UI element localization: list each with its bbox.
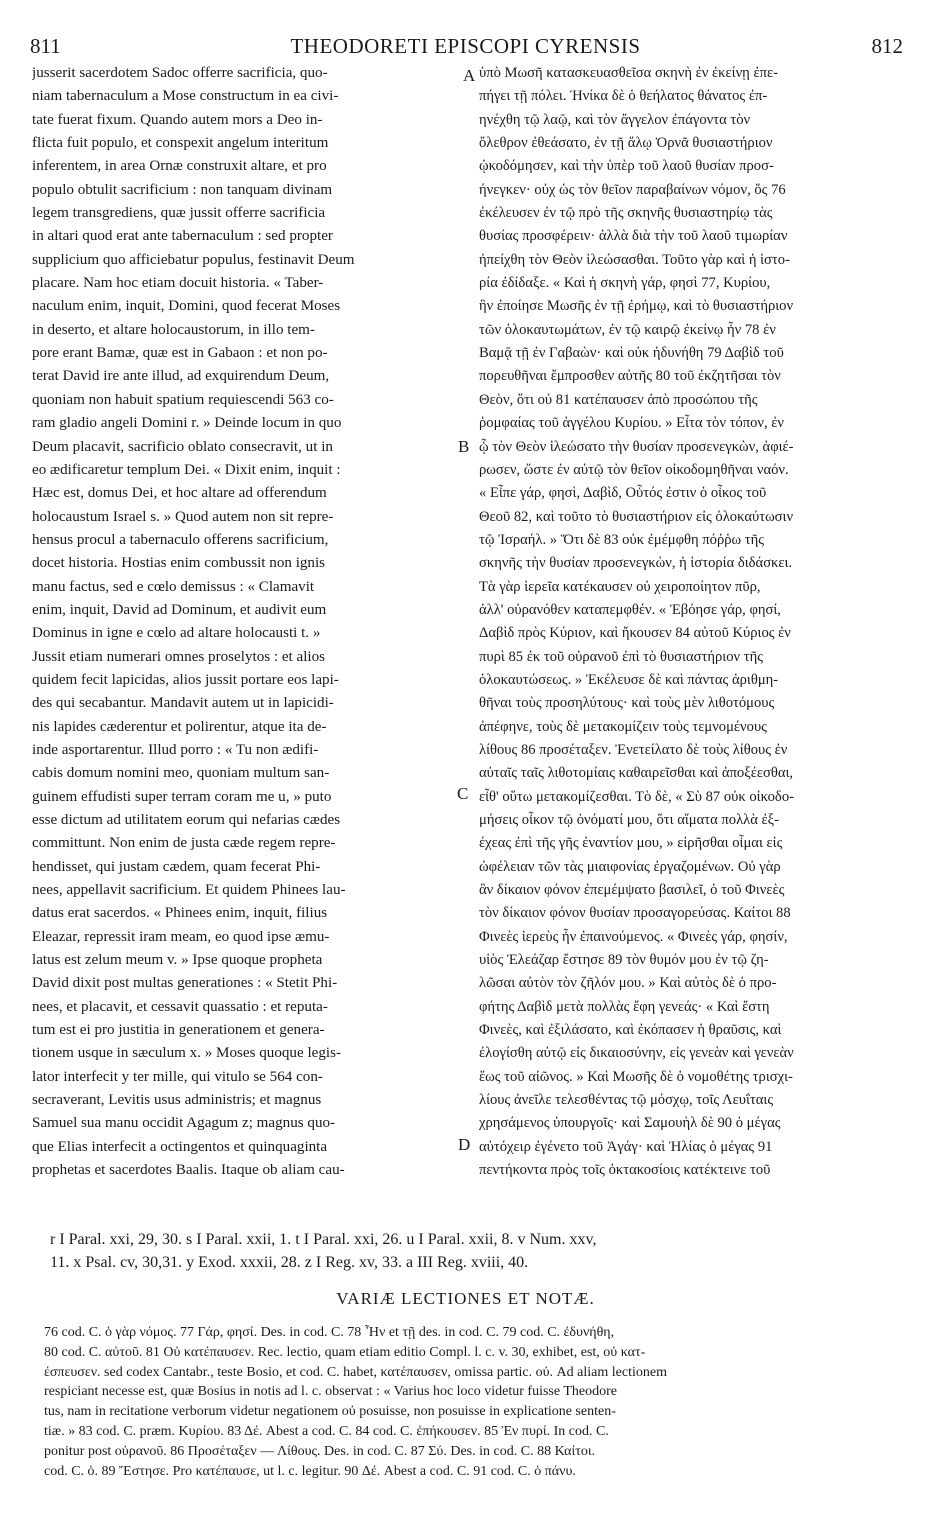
latin-text-line: terat David ire ante illud, ad exquirendum Deum, bbox=[32, 368, 330, 385]
greek-text-line: ἠπείχθη τὸν Θεὸν ἱλεώσασθαι. Τοῦτο γὰρ καὶ ἡ ἱστο- bbox=[479, 251, 790, 268]
margin-marker-b: B bbox=[458, 437, 470, 456]
greek-text-line: ἐλογίσθη αὐτῷ εἰς δικαιοσύνην, εἰς γενεὰν καὶ γενεὰν bbox=[479, 1045, 794, 1062]
latin-text-line: in altari quod erat ante tabernaculum : sed propter bbox=[32, 228, 333, 245]
greek-text-line: τὸν δίκαιον φόνον θυσίαν προσαγορεύσας. Καίτοι 88 bbox=[479, 905, 791, 922]
greek-text-line: Τὰ γὰρ ἱερεῖα κατέκαυσεν οὐ χειροποίητον πῦρ, bbox=[479, 578, 761, 595]
latin-text-line: cabis domum nomini meo, quoniam multum san- bbox=[32, 765, 330, 782]
page-number-right: 812 bbox=[871, 34, 903, 58]
latin-text-line: tum est ei pro justitia in generationem et genera- bbox=[32, 1022, 325, 1039]
latin-text-line: Hæc est, domus Dei, et hoc altare ad offerendum bbox=[32, 485, 327, 502]
greek-text-line: σκηνῆς τὴν θυσίαν προσενεγκὼν, ἡ ἱστορία διδάσκει. bbox=[479, 555, 793, 572]
latin-text-line: Jussit etiam numerari omnes proselytos : et alios bbox=[32, 648, 326, 665]
greek-text-line: λίους ἀνεῖλε τελεσθέντας τῷ μόσχῳ, τοῖς Λευΐταις bbox=[479, 1092, 774, 1109]
greek-text-line: ὄλεθρον ἐθεάσατο, ἐν τῇ ἅλῳ Ὀρνᾶ θυσιαστήριον bbox=[479, 135, 773, 152]
latin-text-line: que Elias interfecit a octingentos et quinquaginta bbox=[32, 1138, 328, 1155]
greek-text-line: ηνέχθη τῷ λαῷ, καὶ τὸν ἄγγελον ἐπάγοντα τὸν bbox=[479, 111, 751, 128]
latin-text-line: hensus procul a tabernaculo offerens sacrificium, bbox=[32, 531, 329, 548]
latin-text-line: supplicium quo afficiebatur populus, festinavit Deum bbox=[32, 251, 355, 268]
greek-text-line: ἂν δίκαιον φόνον ἐπεμέμψατο βασιλεῖ, ὁ τοῦ Φινεὲς bbox=[479, 882, 785, 899]
greek-text-line: ἀπέφηνε, τοὺς δὲ μετακομίζειν τοὺς τεμνομένους bbox=[479, 718, 767, 735]
latin-text-line: des qui secabantur. Mandavit autem ut in lapicidi- bbox=[32, 695, 334, 712]
latin-text-line: Samuel sua manu occidit Agagum z; magnus quo- bbox=[32, 1115, 336, 1132]
latin-text-line: secraverant, Levitis usus administris; et magnus bbox=[32, 1092, 322, 1109]
greek-text-line: Βαμᾷ τῇ ἐν Γαβαὼν· καὶ οὐκ ἠδυνήθη 79 Δαβὶδ τοῦ bbox=[479, 345, 784, 362]
greek-text-line: λῶσαι αὐτὸν τὸν ζῆλόν μου. » Καὶ αὐτὸς δὲ ὁ προ- bbox=[479, 975, 777, 992]
greek-text-line: πορευθῆναι ἔμπροσθεν αὐτῆς 80 τοῦ ἐκζητῆσαι τὸν bbox=[479, 368, 781, 385]
latin-text-line: tionem usque in sæculum x. » Moses quoque legis- bbox=[32, 1045, 341, 1062]
latin-text-line: lator interfecit y ter mille, qui vitulo se 564 con- bbox=[32, 1068, 323, 1085]
latin-text-line: nees, appellavit sacrificium. Et quidem Phinees lau- bbox=[32, 882, 346, 899]
running-title: THEODORETI EPISCOPI CYRENSIS bbox=[290, 34, 641, 58]
latin-text-line: placare. Nam hoc etiam docuit historia. « Taber- bbox=[32, 275, 324, 292]
greek-text-line: εἶθ' οὕτω μετακομίζεσθαι. Τὸ δὲ, « Σὺ 87 οὐκ οἰκοδο- bbox=[479, 788, 794, 805]
margin-marker-d: D bbox=[458, 1135, 471, 1154]
greek-text-line: τῷ Ἰσραήλ. » Ὅτι δὲ 83 οὐκ ἐμέμφθη πόῤῥω τῆς bbox=[479, 531, 765, 548]
note-line: tiæ. » 83 cod. C. præm. Κυρίου. 83 Δέ. Abest a cod. C. 84 cod. C. ἐπήκουσεν. 85 Ἐν πυρί. In cod. C. bbox=[44, 1423, 609, 1439]
footnote-line: 11. x Psal. cv, 30,31. y Exod. xxxii, 28. z I Reg. xv, 33. a III Reg. xviii, 40. bbox=[50, 1254, 529, 1271]
latin-text-line: committunt. Non enim de justa cæde regem repre- bbox=[32, 835, 336, 852]
greek-text-line: πεντήκοντα πρὸς τοῖς ὀκτακοσίοις κατέκτεινε τοῦ bbox=[479, 1162, 771, 1179]
greek-text-line: μήσεις οἶκον τῷ ὀνόματί μου, ὅτι αἵματα πολλὰ ἐξ- bbox=[479, 812, 780, 828]
latin-text-line: tate fuerat fixum. Quando autem mors a Deo in- bbox=[32, 111, 323, 128]
greek-text-line: ὁλοκαυτώσεως. » Ἐκέλευσε δὲ καὶ πάντας ἀριθμη- bbox=[479, 671, 779, 688]
greek-text-line: ρία ἐδίδαξε. « Καὶ ἡ σκηνὴ γάρ, φησὶ 77, Κυρίου, bbox=[479, 275, 771, 292]
greek-text-line: ἀλλ' οὐρανόθεν καταπεμφθέν. « Ἐβόησε γάρ, φησί, bbox=[479, 601, 781, 618]
greek-text-line: « Εἶπε γάρ, φησὶ, Δαβὶδ, Οὗτός ἐστιν ὁ οἶκος τοῦ bbox=[479, 485, 767, 502]
latin-text-line: pore erant Bamæ, quæ est in Gabaon : et non po- bbox=[32, 345, 328, 362]
latin-text-line: niam tabernaculum a Mose constructum in ea civi- bbox=[32, 88, 339, 105]
greek-column bbox=[479, 62, 905, 1183]
note-line: cod. C. ὁ. 89 Ἔστησε. Pro κατέπαυσε, ut l. c. legitur. 90 Δέ. Abest a cod. C. 91 cod. C. ὁ πάνυ. bbox=[44, 1463, 576, 1479]
latin-text-line: esse dictum ad utilitatem eorum qui nefarias cædes bbox=[32, 812, 341, 828]
latin-text-line: quoniam non habuit spatium requiescendi 563 co- bbox=[32, 391, 334, 408]
greek-text-line: ἐκέλευσεν ἐν τῷ πρὸ τῆς σκηνῆς θυσιαστηρίῳ τὰς bbox=[479, 205, 773, 222]
greek-text-line: ἕως τοῦ αἰῶνος. » Καὶ Μωσῆς δὲ ὁ νομοθέτης τρισχι- bbox=[479, 1068, 793, 1085]
greek-text-line: αὐτόχειρ ἐγένετο τοῦ Ἀγάγ· καὶ Ἠλίας ὁ μέγας 91 bbox=[479, 1138, 773, 1155]
greek-text-line: Φινεὲς ἱερεὺς ἦν ἐπαινούμενος. « Φινεὲς γάρ, φησίν, bbox=[479, 928, 788, 945]
note-line: 76 cod. C. ὁ γὰρ νόμος. 77 Γάρ, φησί. Des. in cod. C. 78 Ἦν et τῇ des. in cod. C. 79 cod. C. ἐδυνήθη, bbox=[44, 1325, 615, 1340]
latin-text-line: docet historia. Hostias enim combussit non ignis bbox=[32, 555, 326, 572]
greek-text-line: θυσίας προσφέρειν· ἀλλὰ διὰ τὴν τοῦ λαοῦ τιμωρίαν bbox=[479, 228, 788, 245]
greek-text-line: ήνεγκεν· οὐχ ὡς τὸν θεῖον παραβαίνων νόμον, ὅς 76 bbox=[479, 181, 786, 198]
greek-text-line: λίθους 86 προσέταξεν. Ἐνετείλατο δὲ τοὺς λίθους ἐν bbox=[479, 741, 788, 758]
note-line: 80 cod. C. αὐτοῦ. 81 Οὐ κατέπαυσεν. Rec. lectio, quam etiam editio Compl. l. c. v. 30, exhibet, est, οὐ κατ- bbox=[44, 1344, 646, 1360]
note-line: ponitur post οὐρανοῦ. 86 Προσέταξεν — Λίθους. Des. in cod. C. 87 Σύ. Des. in cod. C. 88 Καίτοι. bbox=[44, 1443, 596, 1459]
variant-readings-notes bbox=[44, 1323, 909, 1481]
greek-text-line: Φινεὲς, καὶ ἐξιλάσατο, καὶ ἐκόπασεν ἡ θραῦσις, καὶ bbox=[479, 1022, 782, 1039]
latin-text-line: ram gladio angeli Domini r. » Deinde locum in quo bbox=[32, 415, 342, 432]
latin-text-line: holocaustum Israel s. » Quod autem non sit repre- bbox=[32, 508, 334, 525]
latin-text-line: manu factus, sed e cœlo demissus : « Clamavit bbox=[32, 578, 315, 595]
greek-text-line: υἱὸς Ἐλεάζαρ ἔστησε 89 τὸν θυμόν μου ἐν τῷ ζη- bbox=[479, 952, 769, 969]
footnote-line: r I Paral. xxi, 29, 30. s I Paral. xxii, 1. t I Paral. xxi, 26. u I Paral. xxii, 8. v Num. xxv, bbox=[50, 1231, 597, 1248]
notes-heading: VARIÆ LECTIONES ET NOTÆ. bbox=[336, 1289, 595, 1308]
latin-text-line: jusserit sacerdotem Sadoc offerre sacrificia, quo- bbox=[32, 65, 328, 81]
latin-text-line: latus est zelum meum v. » Ipse quoque propheta bbox=[32, 952, 323, 969]
latin-text-line: legem transgrediens, quæ jussit offerre sacrificia bbox=[32, 205, 326, 222]
greek-text-line: Δαβὶδ πρὸς Κύριον, καὶ ἤκουσεν 84 αὐτοῦ Κύριος ἐν bbox=[479, 625, 791, 642]
latin-text-line: Dominus in igne e cœlo ad altare holocausti t. » bbox=[32, 625, 321, 642]
greek-text-line: φήτης Δαβὶδ μετὰ πολλὰς ἔφη γενεάς· « Καὶ ἔστη bbox=[479, 998, 770, 1015]
greek-text-line: ᾠκοδόμησεν, καὶ τὴν ὑπὲρ τοῦ λαοῦ θυσίαν προσ- bbox=[479, 158, 774, 175]
latin-text-line: inde asportarentur. Illud porro : « Tu non ædifi- bbox=[32, 741, 319, 758]
latin-text-line: inferentem, in area Ornæ construxit altare, et pro bbox=[32, 158, 327, 175]
greek-text-line: Θεοῦ 82, καὶ τοῦτο τὸ θυσιαστήριον εἰς ὁλοκαύτωσιν bbox=[479, 508, 794, 525]
greek-text-line: πήγει τῇ πόλει. Ἡνίκα δὲ ὁ θεήλατος θάνατος ἐπ- bbox=[479, 88, 768, 105]
latin-text-line: prophetas et sacerdotes Baalis. Itaque ob aliam cau- bbox=[32, 1162, 345, 1179]
latin-text-line: Deum placavit, sacrificio oblato consecravit, ut in bbox=[32, 438, 333, 455]
greek-text-line: Θεὸν, ὅτι οὐ 81 κατέπαυσεν ἀπὸ προσώπου τῆς bbox=[479, 391, 758, 408]
note-line: respiciant necesse est, quæ Bosius in notis ad l. c. observat : « Varius hoc loco videtur fuisse Theodore bbox=[44, 1384, 617, 1400]
page-number-left: 811 bbox=[30, 34, 61, 58]
latin-text-line: populo obtulit sacrificium : non tanquam divinam bbox=[32, 181, 333, 198]
latin-text-line: naculum enim, inquit, Domini, quod fecerat Moses bbox=[32, 298, 341, 315]
latin-text-line: flicta fuit populo, et conspexit angelum interitum bbox=[32, 135, 329, 152]
greek-text-line: πυρὶ 85 ἐκ τοῦ οὐρανοῦ ἐπὶ τὸ θυσιαστήριον τῆς bbox=[479, 648, 764, 665]
latin-text-line: eo ædificaretur templum Dei. « Dixit enim, inquit : bbox=[32, 461, 341, 478]
latin-text-line: nees, et placavit, et cessavit quassatio : et reputa- bbox=[32, 998, 328, 1015]
greek-text-line: ᾧ τὸν Θεὸν ἱλεώσατο τὴν θυσίαν προσενεγκὼν, ἀφιέ- bbox=[479, 438, 794, 455]
greek-text-line: χρησάμενος ὑπουργοῖς· καὶ Σαμουὴλ δὲ 90 ὁ μέγας bbox=[479, 1115, 781, 1132]
greek-text-line: ὠφέλειαν τῶν τὰς μιαιφονίας ἐργαζομένων. Οὐ γὰρ bbox=[479, 858, 781, 875]
greek-text-line: έχεας ἐπὶ τῆς γῆς ἐναντίον μου, » εἰρῆσθαι οἶμαι εἰς bbox=[479, 835, 783, 852]
greek-text-line: ἣν ἐποίησε Μωσῆς ἐν τῇ ἐρήμῳ, καὶ τὸ θυσιαστήριον bbox=[479, 298, 794, 315]
greek-text-line: αὐταῖς ταῖς λιθοτομίαις καθαιρεῖσθαι καὶ ἀποξέεσθαι, bbox=[479, 765, 794, 782]
greek-text-line: ῥομφαίας τοῦ ἀγγέλου Κυρίου. » Εἶτα τὸν τόπον, ἐν bbox=[479, 415, 785, 432]
latin-text-line: enim, inquit, David ad Dominum, et audivit eum bbox=[32, 601, 327, 618]
greek-text-line: θῆναι τοὺς προσηλύτους· καὶ τοὺς μὲν λιθοτόμους bbox=[479, 695, 775, 712]
latin-text-line: David dixit post multas generationes : « Stetit Phi- bbox=[32, 975, 338, 992]
latin-text-line: datus erat sacerdos. « Phinees enim, inquit, filius bbox=[32, 905, 328, 922]
margin-marker-c: C bbox=[457, 784, 469, 803]
note-line: tus, nam in recitatione verborum videtur negationem οὐ posuisse, non posuisse in explicatione senten- bbox=[44, 1404, 616, 1420]
latin-text-line: hendisset, qui justam cædem, quam fecerat Phi- bbox=[32, 858, 321, 875]
latin-text-line: in deserto, et altare holocaustorum, in illo tem- bbox=[32, 321, 315, 338]
margin-marker-a: A bbox=[463, 66, 476, 85]
greek-text-line: ρωσεν, ὥστε ἐν αὐτῷ τὸν θεῖον οἰκοδομηθῆναι ναόν. bbox=[479, 461, 789, 478]
latin-text-line: guinem effudisti super terram coram me u, » puto bbox=[32, 788, 332, 805]
greek-text-line: ὑπὸ Μωσῆ κατασκευασθεῖσα σκηνὴ ἐν ἐκείνῃ ἐπε- bbox=[479, 65, 778, 81]
greek-text-line: τῶν ὁλοκαυτωμάτων, ἐν τῷ καιρῷ ἐκείνῳ ἦν 78 ἐν bbox=[479, 321, 776, 338]
note-line: έσπευσεν. sed codex Cantabr., teste Bosio, et cod. C. habet, κατέπαυσεν, omissa partic. οὐ. Ad aliam lectionem bbox=[44, 1364, 667, 1380]
latin-text-line: nis lapides cæderentur et polirentur, atque ita de- bbox=[32, 718, 327, 735]
latin-text-line: Eleazar, repressit iram meam, eo quod ipse æmu- bbox=[32, 928, 330, 945]
latin-column bbox=[32, 62, 457, 1183]
latin-text-line: quidem fecit lapicidas, alios jussit portare eos lapi- bbox=[32, 671, 339, 688]
scripture-footnotes bbox=[50, 1228, 905, 1274]
